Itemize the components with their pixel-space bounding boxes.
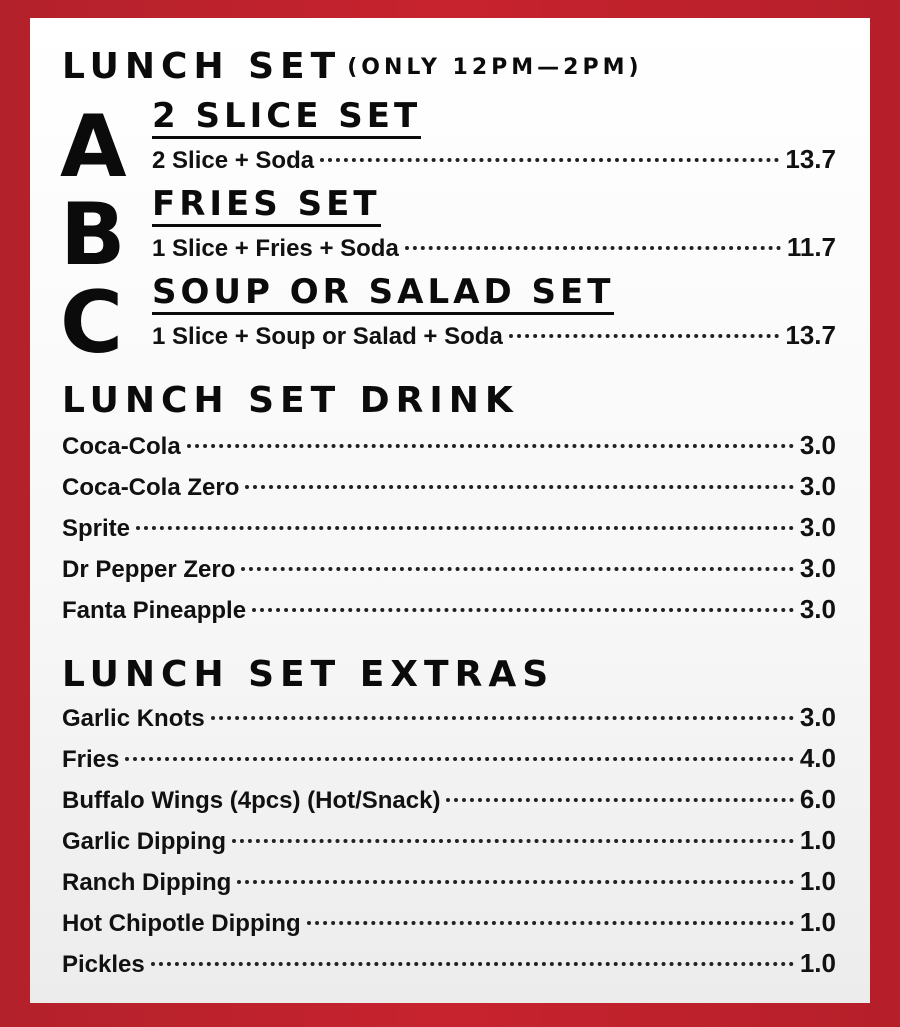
set-c-row (152, 320, 836, 351)
dot-leader (405, 246, 781, 250)
set-a-row (152, 144, 836, 175)
drink-row (62, 512, 836, 543)
drink-price: 3.0 (799, 430, 836, 460)
drink-row (62, 471, 836, 502)
extra-name: Garlic Knots (62, 705, 205, 732)
extra-row (62, 907, 836, 938)
extra-price: 1.0 (799, 907, 836, 937)
drink-price: 3.0 (799, 594, 836, 624)
dot-leader (307, 921, 794, 925)
set-letter-a: A (60, 97, 127, 197)
drink-price: 3.0 (799, 471, 836, 501)
drink-row (62, 430, 836, 461)
dot-leader (446, 798, 793, 802)
set-c-price: 13.7 (785, 320, 836, 350)
extra-row (62, 784, 836, 815)
dot-leader (136, 526, 794, 530)
set-c-title: SOUP OR SALAD SET (152, 272, 614, 315)
extra-row (62, 825, 836, 856)
extra-price: 3.0 (799, 702, 836, 732)
drinks-heading: LUNCH SET DRINK (62, 380, 519, 421)
set-b-item: 1 Slice + Fries + Soda (152, 235, 399, 262)
extra-price: 6.0 (799, 784, 836, 814)
extra-name: Fries (62, 746, 120, 773)
drink-price: 3.0 (799, 512, 836, 542)
set-a-item: 2 Slice + Soda (152, 147, 315, 174)
set-c-item: 1 Slice + Soup or Salad + Soda (152, 323, 503, 350)
drink-row (62, 594, 836, 625)
dot-leader (187, 444, 794, 448)
menu-board (30, 18, 870, 1003)
extra-row (62, 702, 836, 733)
lunch-set-hours: (ONLY 12PM—2PM) (347, 55, 643, 80)
extra-price: 1.0 (799, 866, 836, 896)
drink-name: Dr Pepper Zero (62, 556, 236, 583)
set-b-row (152, 232, 836, 263)
dot-leader (252, 608, 794, 612)
set-a-price: 13.7 (785, 144, 836, 174)
extra-row (62, 743, 836, 774)
extras-heading: LUNCH SET EXTRAS (62, 654, 555, 695)
set-b-price: 11.7 (786, 232, 836, 262)
drink-price: 3.0 (799, 553, 836, 583)
extra-name: Garlic Dipping (62, 828, 227, 855)
dot-leader (232, 839, 794, 843)
dot-leader (320, 158, 779, 162)
set-a-title: 2 SLICE SET (152, 96, 421, 139)
drink-name: Coca-Cola (62, 433, 181, 460)
extra-row (62, 866, 836, 897)
lunch-set-heading (62, 46, 643, 87)
dot-leader (241, 567, 793, 571)
drink-name: Fanta Pineapple (62, 597, 247, 624)
extra-price: 4.0 (799, 743, 836, 773)
extra-name: Pickles (62, 951, 145, 978)
extra-price: 1.0 (799, 948, 836, 978)
dot-leader (509, 334, 780, 338)
set-b-title: FRIES SET (152, 184, 381, 227)
drink-name: Sprite (62, 515, 131, 542)
dot-leader (151, 962, 794, 966)
dot-leader (125, 757, 793, 761)
dot-leader (211, 716, 794, 720)
extra-name: Ranch Dipping (62, 869, 232, 896)
extra-price: 1.0 (799, 825, 836, 855)
lunch-set-title: LUNCH SET (62, 46, 342, 87)
drink-row (62, 553, 836, 584)
extra-name: Hot Chipotle Dipping (62, 910, 301, 937)
dot-leader (237, 880, 794, 884)
dot-leader (245, 485, 793, 489)
drink-name: Coca-Cola Zero (62, 474, 240, 501)
extra-name: Buffalo Wings (4pcs) (Hot/Snack) (62, 787, 441, 814)
set-letter-c: C (60, 273, 124, 373)
set-letter-b: B (60, 185, 126, 285)
extra-row (62, 948, 836, 979)
